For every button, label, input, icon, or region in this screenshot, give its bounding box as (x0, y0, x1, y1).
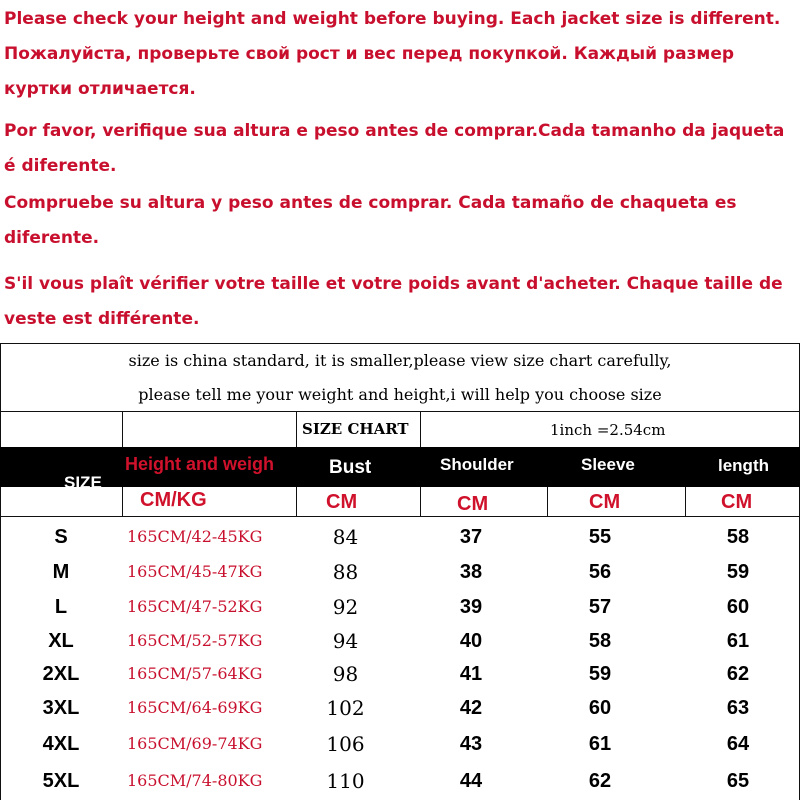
bust-cell: 92 (332, 595, 359, 619)
height-weight-cell: 165CM/42-45KG (127, 527, 263, 546)
height-weight-cell: 165CM/74-80KG (127, 771, 263, 790)
shoulder-cell: 39 (459, 596, 483, 618)
notice-russian: Пожалуйста, проверьте свой рост и вес перед покупкой. Каждый размер куртки отличается. (4, 44, 735, 99)
sleeve-cell: 62 (588, 770, 612, 792)
sleeve-cell: 58 (588, 630, 612, 652)
size-cell: M (52, 561, 70, 583)
notice-block (0, 0, 800, 340)
sleeve-cell: 56 (588, 561, 612, 583)
header-length: length (718, 456, 769, 475)
size-cell: 3XL (42, 697, 80, 719)
bust-cell: 88 (332, 560, 359, 584)
height-weight-cell: 165CM/52-57KG (127, 631, 263, 650)
bust-cell: 106 (326, 732, 365, 756)
unit-sleeve: CM (589, 491, 621, 513)
shoulder-cell: 41 (459, 663, 483, 685)
size-cell: 4XL (42, 733, 80, 755)
height-weight-cell: 165CM/69-74KG (127, 734, 263, 753)
size-chart-label: SIZE CHART (302, 420, 409, 438)
length-cell: 59 (726, 561, 750, 583)
size-note-line-1: size is china standard, it is smaller,please view size chart carefully, (128, 351, 672, 370)
shoulder-cell: 38 (459, 561, 483, 583)
height-weight-cell: 165CM/64-69KG (127, 698, 263, 717)
size-chart-table (0, 343, 800, 800)
bust-cell: 84 (332, 525, 359, 549)
height-weight-cell: 165CM/47-52KG (127, 597, 263, 616)
table-divider (547, 487, 548, 517)
shoulder-cell: 40 (459, 630, 483, 652)
table-divider (0, 411, 800, 412)
header-bust: Bust (329, 457, 372, 478)
length-cell: 62 (726, 663, 750, 685)
sleeve-cell: 55 (588, 526, 612, 548)
bust-cell: 94 (332, 629, 359, 653)
unit-shoulder: CM (457, 493, 489, 515)
length-cell: 60 (726, 596, 750, 618)
notice-french: S'il vous plaît vérifier votre taille et votre poids avant d'acheter. Chaque taille de veste est différente. (4, 274, 783, 329)
length-cell: 63 (726, 697, 750, 719)
shoulder-cell: 43 (459, 733, 483, 755)
table-row-m (0, 554, 800, 590)
header-band (0, 447, 800, 487)
size-cell: 2XL (42, 663, 80, 685)
length-cell: 64 (726, 733, 750, 755)
notice-english: Please check your height and weight before buying. Each jacket size is different. (4, 9, 781, 29)
notice-spanish: Compruebe su altura y peso antes de comprar. Cada tamaño de chaqueta es diferente. (4, 193, 737, 248)
table-divider (0, 516, 800, 517)
table-divider (685, 487, 686, 517)
length-cell: 61 (726, 630, 750, 652)
inch-conversion-label: 1inch =2.54cm (550, 421, 666, 439)
sleeve-cell: 59 (588, 663, 612, 685)
table-row-4xl (0, 726, 800, 762)
header-sleeve: Sleeve (581, 455, 635, 474)
shoulder-cell: 42 (459, 697, 483, 719)
sleeve-cell: 61 (588, 733, 612, 755)
bust-cell: 110 (326, 769, 365, 793)
notice-portuguese: Por favor, verifique sua altura e peso antes de comprar.Cada tamanho da jaqueta é diferente. (4, 121, 785, 176)
size-cell: 5XL (42, 770, 80, 792)
header-shoulder: Shoulder (440, 455, 514, 474)
unit-bust: CM (326, 491, 358, 513)
shoulder-cell: 44 (459, 770, 483, 792)
length-cell: 58 (726, 526, 750, 548)
bust-cell: 102 (326, 696, 365, 720)
size-cell: L (54, 596, 68, 618)
table-row-5xl (0, 763, 800, 799)
table-row-3xl (0, 690, 800, 726)
unit-height-weight: CM/KG (140, 489, 207, 511)
sleeve-cell: 60 (588, 697, 612, 719)
table-row-xl (0, 623, 800, 659)
height-weight-cell: 165CM/45-47KG (127, 562, 263, 581)
bust-cell: 98 (332, 662, 359, 686)
table-row-2xl (0, 656, 800, 692)
sleeve-cell: 57 (588, 596, 612, 618)
size-cell: XL (48, 630, 74, 652)
header-height-weight: Height and weigh (125, 454, 275, 474)
unit-length: CM (721, 491, 753, 513)
size-cell: S (54, 526, 68, 548)
table-row-l (0, 589, 800, 625)
height-weight-cell: 165CM/57-64KG (127, 664, 263, 683)
size-note-line-2: please tell me your weight and height,i will help you choose size (138, 385, 662, 404)
shoulder-cell: 37 (459, 526, 483, 548)
header-size: SIZE (64, 473, 102, 492)
table-border-top (0, 343, 800, 344)
length-cell: 65 (726, 770, 750, 792)
table-row-s (0, 519, 800, 555)
